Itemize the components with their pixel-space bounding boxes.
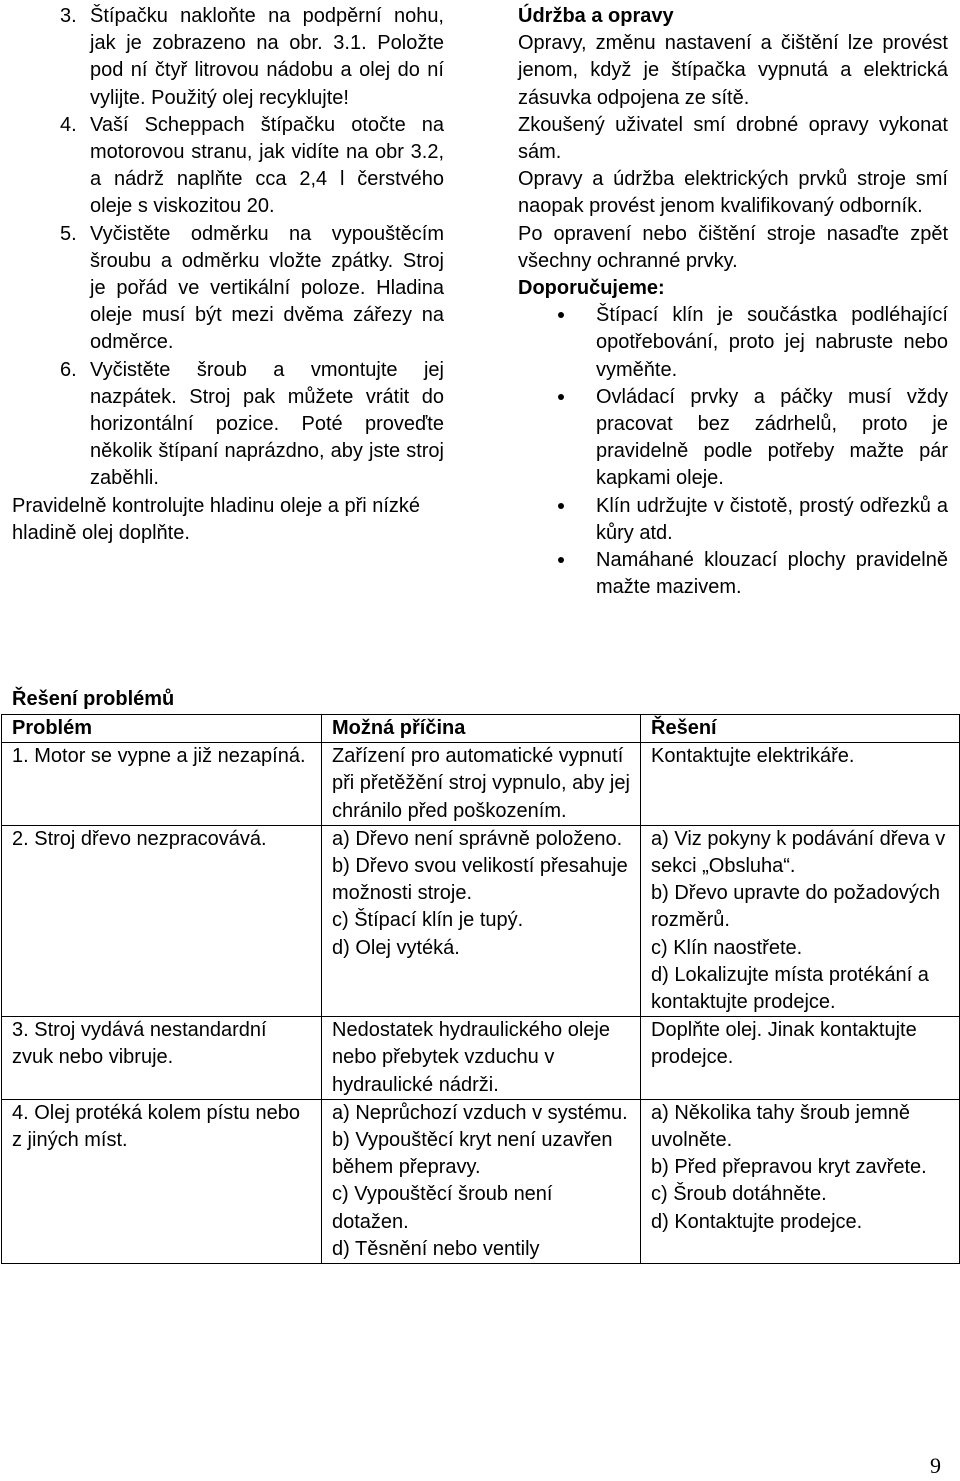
step-text: Štípačku nakloňte na podpěrní nohu, jak je zobrazeno na obr. 3.1. Položte pod ní čtyř litrovou nádobu a olej do ní vylijte. Použitý olej recyklujte! [90, 5, 444, 109]
cause-line: Nedostatek hydraulického oleje nebo přebytek vzduchu v hydraulické nádrži. [332, 1019, 610, 1096]
header-cause: Možná příčina [322, 715, 641, 743]
solution-line: c) Klín naostřete. [651, 936, 803, 959]
recommend-item: Klín udržujte v čistotě, prostý odřezků a kůry atd. [596, 493, 948, 547]
problem-cell: 4. Olej protéká kolem pístu nebo z jiných míst. [2, 1099, 322, 1263]
maintenance-paragraph: Opravy a údržba elektrických prvků stroje smí naopak provést jenom kvalifikovaný odborník. [518, 168, 948, 218]
cause-cell [322, 1017, 641, 1100]
cause-line: b) Dřevo svou velikostí přesahuje možnosti stroje. [332, 855, 628, 905]
recommend-item: Ovládací prvky a páčky musí vždy pracovat bez zádrhelů, proto je pravidelně podle potřeby mažte pár kapkami oleje. [596, 384, 948, 493]
step-number: 3. [60, 5, 77, 27]
step-number: 6. [60, 358, 77, 381]
cause-cell [322, 1099, 641, 1263]
solution-cell [641, 825, 960, 1016]
solution-line: a) Viz pokyny k podávání dřeva v sekci „Obsluha“. [651, 827, 946, 878]
header-problem: Problém [2, 715, 322, 743]
solution-line: Kontaktujte elektrikáře. [651, 745, 855, 768]
table-row [2, 825, 960, 1016]
solution-cell [641, 1099, 960, 1263]
table-row [2, 1017, 960, 1100]
step-text: Vaší Scheppach štípačku otočte na motorovou stranu, jak vidíte na obr 3.2, a nádrž naplňte cca 2,4 l čerstvého oleje s viskozitou 20. [90, 113, 444, 218]
left-column [12, 3, 444, 547]
problem-cell: 2. Stroj dřevo nezpracovává. [2, 825, 322, 1016]
problem-cell: 1. Motor se vypne a již nezapíná. [2, 743, 322, 826]
solution-cell [641, 743, 960, 826]
maintenance-paragraph: Opravy, změnu nastavení a čištění lze provést jenom, když je štípačka vypnutá a elektrická zásuvka odpojena ze sítě. [518, 32, 948, 109]
solution-line: a) Několika tahy šroub jemně uvolněte. [651, 1101, 911, 1152]
step-number: 5. [60, 222, 77, 245]
troubleshooting-table [1, 714, 960, 1264]
table-row [2, 743, 960, 826]
solution-line: d) Kontaktujte prodejce. [651, 1210, 863, 1233]
cause-line: a) Neprůchozí vzduch v systému. [332, 1101, 628, 1124]
step-item [60, 112, 444, 221]
maintenance-paragraph: Po opravení nebo čištění stroje nasaďte zpět všechny ochranné prvky. [518, 222, 948, 272]
cause-line: d) Těsnění nebo ventily [332, 1237, 540, 1260]
solution-line: Doplňte olej. Jinak kontaktujte prodejce. [651, 1019, 917, 1069]
oil-check-note: Pravidelně kontrolujte hladinu oleje a při nízké hladině olej doplňte. [12, 494, 421, 544]
cause-line: a) Dřevo není správně položeno. [332, 827, 623, 850]
solution-line: b) Před přepravou kryt zavřete. [651, 1156, 927, 1179]
maintenance-heading: Údržba a opravy [518, 5, 674, 27]
page-number: 9 [930, 1453, 941, 1478]
step-number: 4. [60, 113, 77, 136]
cause-cell [322, 825, 641, 1016]
step-item [60, 221, 444, 357]
step-text: Vyčistěte šroub a vmontujte jej nazpátek. Stroj pak můžete vrátit do horizontální pozice. Poté proveďte několik štípaní naprázdno, aby jste stroj zaběhli. [90, 358, 444, 490]
recommend-list [518, 302, 948, 601]
table-row [2, 1099, 960, 1263]
recommend-label: Doporučujeme: [518, 277, 665, 300]
cause-line: c) Štípací klín je tupý. [332, 909, 524, 932]
troubleshooting-title: Řešení problémů [12, 688, 175, 710]
solution-line: c) Šroub dotáhněte. [651, 1183, 827, 1206]
cause-cell [322, 743, 641, 826]
solution-cell [641, 1017, 960, 1100]
step-text: Vyčistěte odměrku na vypouštěcím šroubu a odměrku vložte zpátky. Stroj je pořád ve vertikální poloze. Hladina oleje musí být mezi dvěma zářezy na odměrce. [90, 222, 444, 354]
step-item [60, 357, 444, 493]
cause-line: c) Vypouštěcí šroub není dotažen. [332, 1183, 553, 1233]
recommend-item: Namáhané klouzací plochy pravidelně mažte mazivem. [596, 547, 948, 601]
right-column [518, 3, 948, 601]
table-header-row [2, 715, 960, 743]
cause-line: b) Vypouštěcí kryt není uzavřen během přepravy. [332, 1129, 613, 1179]
solution-line: d) Lokalizujte místa protékání a kontaktujte prodejce. [651, 963, 929, 1014]
header-solution: Řešení [641, 715, 960, 743]
cause-line: Zařízení pro automatické vypnutí při přetěžění stroj vypnulo, aby jej chránilo před poškozením. [332, 745, 630, 822]
problem-cell: 3. Stroj vydává nestandardní zvuk nebo vibruje. [2, 1017, 322, 1100]
maintenance-paragraph: Zkoušený uživatel smí drobné opravy vykonat sám. [518, 113, 948, 164]
cause-line: d) Olej vytéká. [332, 936, 460, 959]
oil-change-steps [12, 3, 444, 493]
step-item [60, 3, 444, 112]
recommend-item: Štípací klín je součástka podléhající opotřebování, proto jej nabruste nebo vyměňte. [596, 302, 948, 384]
solution-line: b) Dřevo upravte do požadových rozměrů. [651, 882, 941, 932]
